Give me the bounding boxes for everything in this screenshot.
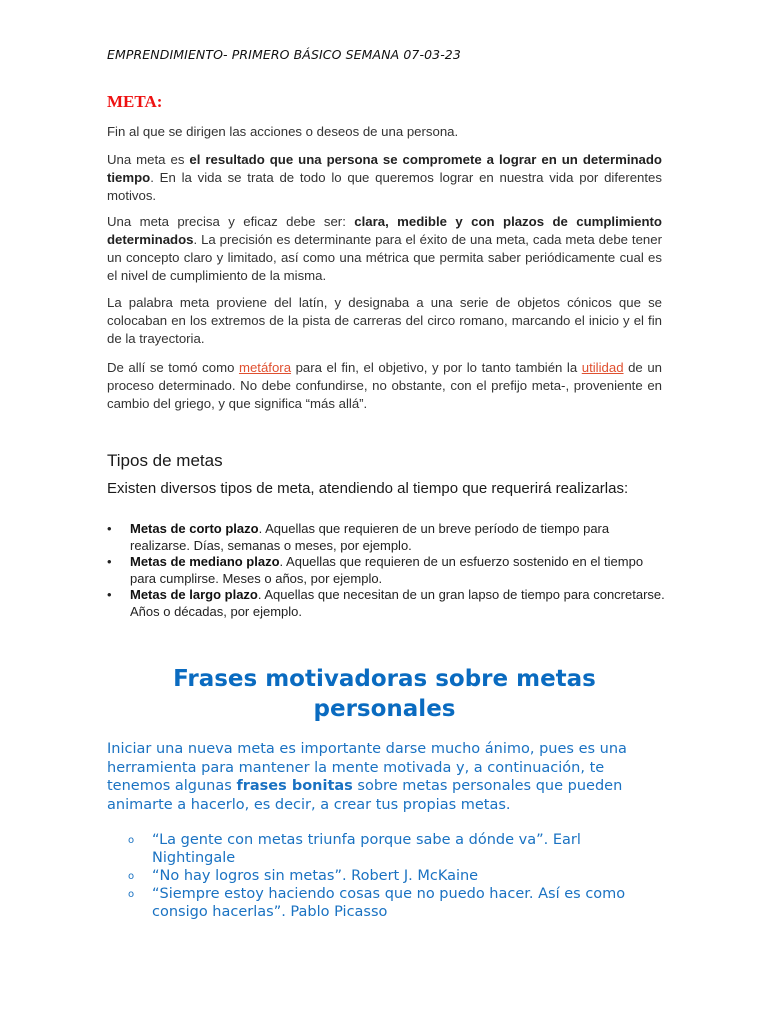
meta-result-text-after: . En la vida se trata de todo lo que queremos lograr en nuestra vida por diferentes motivos. [107, 170, 662, 203]
meta-definition-paragraph: Fin al que se dirigen las acciones o deseos de una persona. [107, 124, 459, 139]
circle-bullet-icon: o [128, 835, 135, 846]
bullet-icon: • [107, 521, 112, 536]
tipos-intro: Existen diversos tipos de meta, atendiendo al tiempo que requerirá realizarlas: [107, 480, 629, 497]
tipo-name: Metas de corto plazo [130, 521, 259, 536]
utilidad-link[interactable]: utilidad [581, 360, 624, 375]
document-header: EMPRENDIMIENTO- PRIMERO BÁSICO SEMANA 07-03-23 [107, 47, 461, 62]
tipo-description: . Aquellas que requieren de un esfuerzo sostenido en el tiempo para cumplirse. Meses o años, por ejemplo. [130, 554, 644, 586]
frases-title: Frases motivadoras sobre metas personales [173, 666, 596, 722]
frases-intro-bold: frases bonitas [236, 778, 353, 794]
meta-metaphor-text-middle: para el fin, el objetivo, y por lo tanto también la [291, 360, 582, 375]
quote-text: “No hay logros sin metas”. Robert J. McKaine [152, 868, 479, 884]
meta-metaphor-text-after: de un proceso determinado. No debe confundirse, no obstante, con el prefijo meta-, proveniente en cambio del griego, y que significa “más allá”. [107, 360, 662, 411]
tipo-description: . Aquellas que necesitan de un gran lapso de tiempo para concretarse. Años o décadas, por ejemplo. [130, 587, 665, 619]
list-item [107, 554, 667, 587]
circle-bullet-icon: o [128, 871, 135, 882]
meta-precise-text-after: . La precisión es determinante para el éxito de una meta, cada meta debe tener un concepto claro y limitado, así como una métrica que permita saber periódicamente cual es el nivel de cumplimiento de la misma. [107, 232, 662, 283]
meta-result-bold: el resultado que una persona se compromete a lograr en un determinado tiempo [107, 152, 662, 185]
list-item [107, 587, 667, 620]
frases-intro-after: sobre metas personales que pueden animarte a hacerlo, es decir, a crear tus propias metas. [107, 778, 623, 813]
bullet-icon: • [107, 554, 112, 569]
meta-precise-bold: clara, medible y con plazos de cumplimiento determinados [107, 214, 662, 247]
tipos-title: Tipos de metas [107, 451, 223, 470]
meta-metaphor-paragraph [107, 359, 662, 413]
quote-text: “Siempre estoy haciendo cosas que no puedo hacer. Así es como consigo hacerlas”. Pablo Picasso [152, 886, 626, 920]
meta-metaphor-text-before: De allí se tomó como [107, 360, 239, 375]
meta-precise-text-before: Una meta precisa y eficaz debe ser: [107, 214, 355, 229]
quotes-list [128, 831, 668, 921]
meta-result-text-before: Una meta es [107, 152, 190, 167]
tipo-name: Metas de mediano plazo [130, 554, 280, 569]
circle-bullet-icon: o [128, 889, 135, 900]
list-item [107, 521, 667, 554]
tipo-description: . Aquellas que requieren de un breve período de tiempo para realizarse. Días, semanas o meses, por ejemplo. [130, 521, 610, 553]
meta-heading: META: [107, 92, 163, 111]
list-item [128, 831, 668, 867]
meta-origin-paragraph: La palabra meta proviene del latín, y designaba a una serie de objetos cónicos que se colocaban en los extremos de la pista de carreras del circo romano, marcando el inicio y el fin de la trayectoria. [107, 295, 662, 346]
tipo-name: Metas de largo plazo [130, 587, 258, 602]
quote-text: “La gente con metas triunfa porque sabe a dónde va”. Earl Nightingale [152, 832, 581, 866]
list-item [128, 867, 668, 885]
list-item [128, 885, 668, 921]
frases-intro-before: Iniciar una nueva meta es importante darse mucho ánimo, pues es una herramienta para mantener la mente motivada y, a continuación, te tenemos algunas [107, 741, 627, 794]
frases-intro [107, 740, 667, 814]
metafora-link[interactable]: metáfora [238, 360, 292, 375]
bullet-icon: • [107, 587, 112, 602]
meta-result-paragraph [107, 151, 662, 205]
tipos-list [107, 521, 667, 620]
meta-precise-paragraph [107, 213, 662, 285]
